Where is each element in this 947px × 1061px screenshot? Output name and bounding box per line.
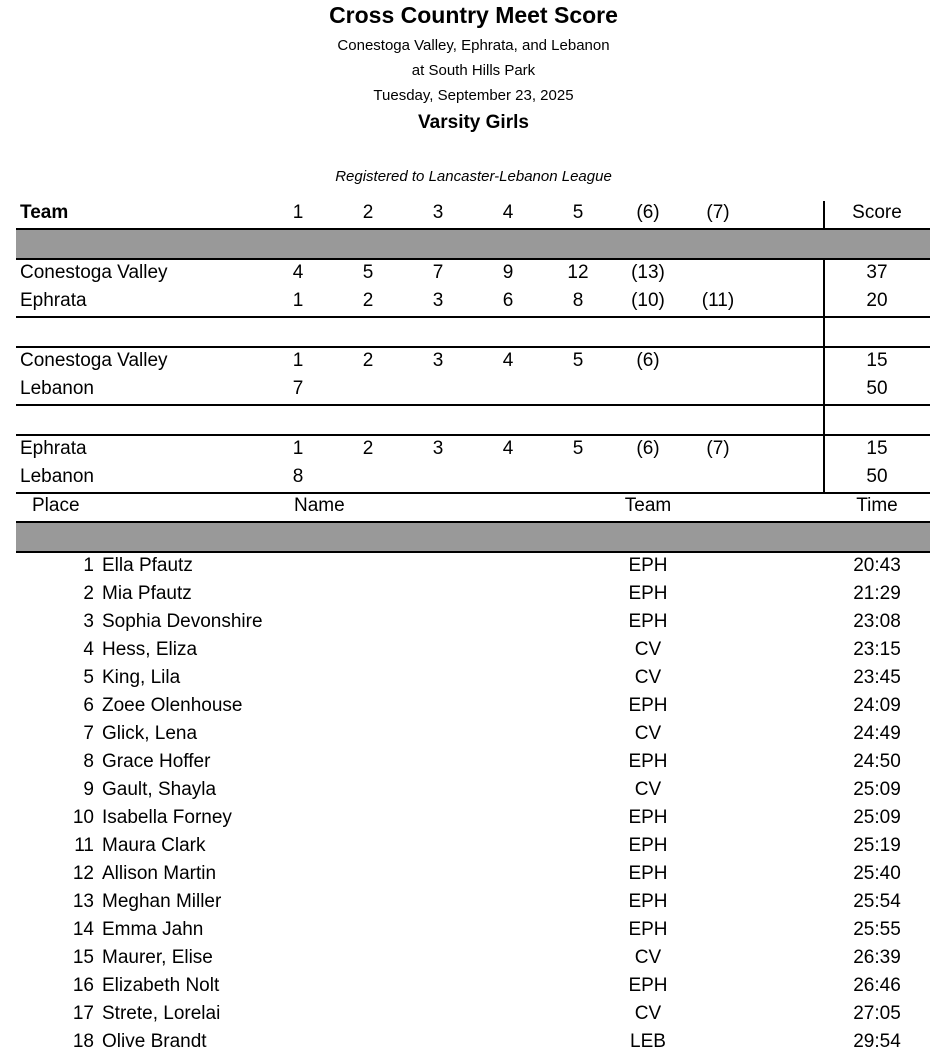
result-row [0, 944, 947, 972]
place: 4 [292, 262, 304, 283]
result-row [0, 1028, 947, 1056]
team-score: 50 [866, 378, 888, 399]
place: 8 [292, 466, 304, 487]
header-place-2: 2 [362, 202, 374, 223]
place: 2 [83, 583, 94, 604]
result-row [0, 776, 947, 804]
meet-teams: Conestoga Valley, Ephrata, and Lebanon [337, 37, 610, 54]
runner-time: 23:08 [853, 611, 901, 632]
team-score: 20 [866, 290, 888, 311]
place: 4 [502, 438, 514, 459]
place: 8 [572, 290, 584, 311]
place: 1 [292, 438, 304, 459]
runner-team: EPH [628, 555, 668, 576]
runner-team: EPH [628, 863, 668, 884]
place: (10) [631, 290, 665, 311]
place: 15 [72, 947, 94, 968]
runner-name: Mia Pfautz [102, 583, 192, 604]
place: 7 [292, 378, 304, 399]
runner-name: King, Lila [102, 667, 181, 688]
place: 3 [83, 611, 94, 632]
divider [16, 316, 930, 318]
runner-name: Allison Martin [102, 863, 217, 884]
runner-name: Gault, Shayla [102, 779, 217, 800]
result-row [0, 636, 947, 664]
team-score-row [0, 287, 947, 315]
place: 5 [572, 438, 584, 459]
runner-name: Sophia Devonshire [102, 611, 263, 632]
runner-team: EPH [628, 919, 668, 940]
runner-name: Strete, Lorelai [102, 1003, 221, 1024]
header-place-4: 4 [502, 202, 514, 223]
team-name: Lebanon [20, 378, 94, 399]
runner-time: 26:46 [853, 975, 901, 996]
team-score: 50 [866, 466, 888, 487]
runner-time: 29:54 [853, 1031, 901, 1052]
header-team: Team [624, 495, 672, 516]
header-place-7: (7) [706, 202, 730, 223]
runner-time: 26:39 [853, 947, 901, 968]
place: 5 [362, 262, 374, 283]
result-row [0, 664, 947, 692]
runner-name: Meghan Miller [102, 891, 222, 912]
result-row [0, 832, 947, 860]
runner-time: 24:09 [853, 695, 901, 716]
runner-name: Isabella Forney [102, 807, 232, 828]
runner-name: Maurer, Elise [102, 947, 213, 968]
place: 5 [83, 667, 94, 688]
result-row [0, 720, 947, 748]
runner-name: Elizabeth Nolt [102, 975, 220, 996]
place: 2 [362, 438, 374, 459]
team-name: Lebanon [20, 466, 94, 487]
runner-team: EPH [628, 751, 668, 772]
runner-team: CV [634, 1003, 662, 1024]
runner-time: 27:05 [853, 1003, 901, 1024]
runner-time: 25:19 [853, 835, 901, 856]
meet-location: at South Hills Park [411, 62, 536, 79]
place: 1 [292, 350, 304, 371]
registration-note: Registered to Lancaster-Lebanon League [335, 168, 612, 185]
result-row [0, 916, 947, 944]
meet-date: Tuesday, September 23, 2025 [373, 87, 574, 104]
team-score: 15 [866, 350, 888, 371]
place: 18 [72, 1031, 94, 1052]
runner-team: EPH [628, 611, 668, 632]
team-score: 15 [866, 438, 888, 459]
place: 5 [572, 350, 584, 371]
place: 12 [72, 863, 94, 884]
result-row [0, 888, 947, 916]
place: 3 [432, 350, 444, 371]
place: (13) [631, 262, 665, 283]
runner-time: 25:40 [853, 863, 901, 884]
division-title: Varsity Girls [418, 112, 529, 133]
result-row [0, 748, 947, 776]
runner-time: 23:45 [853, 667, 901, 688]
runner-team: EPH [628, 975, 668, 996]
runner-time: 25:09 [853, 779, 901, 800]
report-title: Cross Country Meet Score [329, 2, 618, 28]
place: 7 [83, 723, 94, 744]
result-row [0, 972, 947, 1000]
result-row [0, 1000, 947, 1028]
runner-time: 25:54 [853, 891, 901, 912]
header-time: Time [856, 495, 898, 516]
place: 12 [567, 262, 589, 283]
place: 7 [432, 262, 444, 283]
result-row [0, 860, 947, 888]
runner-team: LEB [630, 1031, 666, 1052]
team-score-row [0, 259, 947, 287]
team-name: Ephrata [20, 290, 87, 311]
place: 16 [72, 975, 94, 996]
place: 1 [292, 290, 304, 311]
place: 2 [362, 290, 374, 311]
runner-name: Hess, Eliza [102, 639, 198, 660]
runner-time: 25:09 [853, 807, 901, 828]
result-row [0, 552, 947, 580]
header-place-6: (6) [636, 202, 660, 223]
header-band [16, 230, 930, 258]
runner-team: EPH [628, 891, 668, 912]
place: 14 [72, 919, 94, 940]
place: 9 [502, 262, 514, 283]
runner-time: 24:49 [853, 723, 901, 744]
place: (6) [636, 438, 660, 459]
team-name: Conestoga Valley [20, 262, 168, 283]
result-row [0, 608, 947, 636]
runner-name: Grace Hoffer [102, 751, 211, 772]
runner-team: EPH [628, 695, 668, 716]
runner-time: 21:29 [853, 583, 901, 604]
runner-team: CV [634, 639, 662, 660]
runner-team: EPH [628, 835, 668, 856]
team-score-row [0, 375, 947, 403]
team-score-row [0, 435, 947, 463]
header-score: Score [852, 202, 902, 223]
team-table-header [0, 199, 947, 227]
results-table-header [0, 492, 947, 520]
place: 6 [502, 290, 514, 311]
header-band [16, 523, 930, 551]
place: 2 [362, 350, 374, 371]
team-score-row [0, 347, 947, 375]
runner-time: 20:43 [853, 555, 901, 576]
runner-name: Emma Jahn [102, 919, 204, 940]
runner-name: Maura Clark [102, 835, 206, 856]
team-score-row [0, 463, 947, 491]
header-team: Team [20, 202, 69, 223]
place: (6) [636, 350, 660, 371]
result-row [0, 692, 947, 720]
result-row [0, 804, 947, 832]
place: 17 [72, 1003, 94, 1024]
runner-team: CV [634, 779, 662, 800]
header-place: Place [32, 495, 80, 516]
runner-time: 23:15 [853, 639, 901, 660]
place: (7) [706, 438, 730, 459]
result-row [0, 580, 947, 608]
team-score: 37 [866, 262, 888, 283]
place: 11 [74, 835, 94, 856]
place: 3 [432, 438, 444, 459]
runner-team: EPH [628, 807, 668, 828]
place: 3 [432, 290, 444, 311]
divider [16, 404, 930, 406]
header-place-1: 1 [292, 202, 304, 223]
runner-time: 24:50 [853, 751, 901, 772]
runner-name: Olive Brandt [102, 1031, 207, 1052]
header-place-3: 3 [432, 202, 444, 223]
place: 4 [502, 350, 514, 371]
place: 1 [83, 555, 94, 576]
place: 9 [83, 779, 94, 800]
runner-team: CV [634, 947, 662, 968]
runner-name: Glick, Lena [102, 723, 198, 744]
runner-name: Ella Pfautz [102, 555, 193, 576]
team-name: Conestoga Valley [20, 350, 168, 371]
header-name: Name [294, 495, 345, 516]
runner-time: 25:55 [853, 919, 901, 940]
place: 6 [83, 695, 94, 716]
runner-team: EPH [628, 583, 668, 604]
runner-team: CV [634, 723, 662, 744]
place: 8 [83, 751, 94, 772]
header-place-5: 5 [572, 202, 584, 223]
team-name: Ephrata [20, 438, 87, 459]
place: 10 [72, 807, 94, 828]
place: 13 [72, 891, 94, 912]
runner-team: CV [634, 667, 662, 688]
runner-name: Zoee Olenhouse [102, 695, 243, 716]
place: 4 [83, 639, 94, 660]
place: (11) [701, 290, 735, 311]
